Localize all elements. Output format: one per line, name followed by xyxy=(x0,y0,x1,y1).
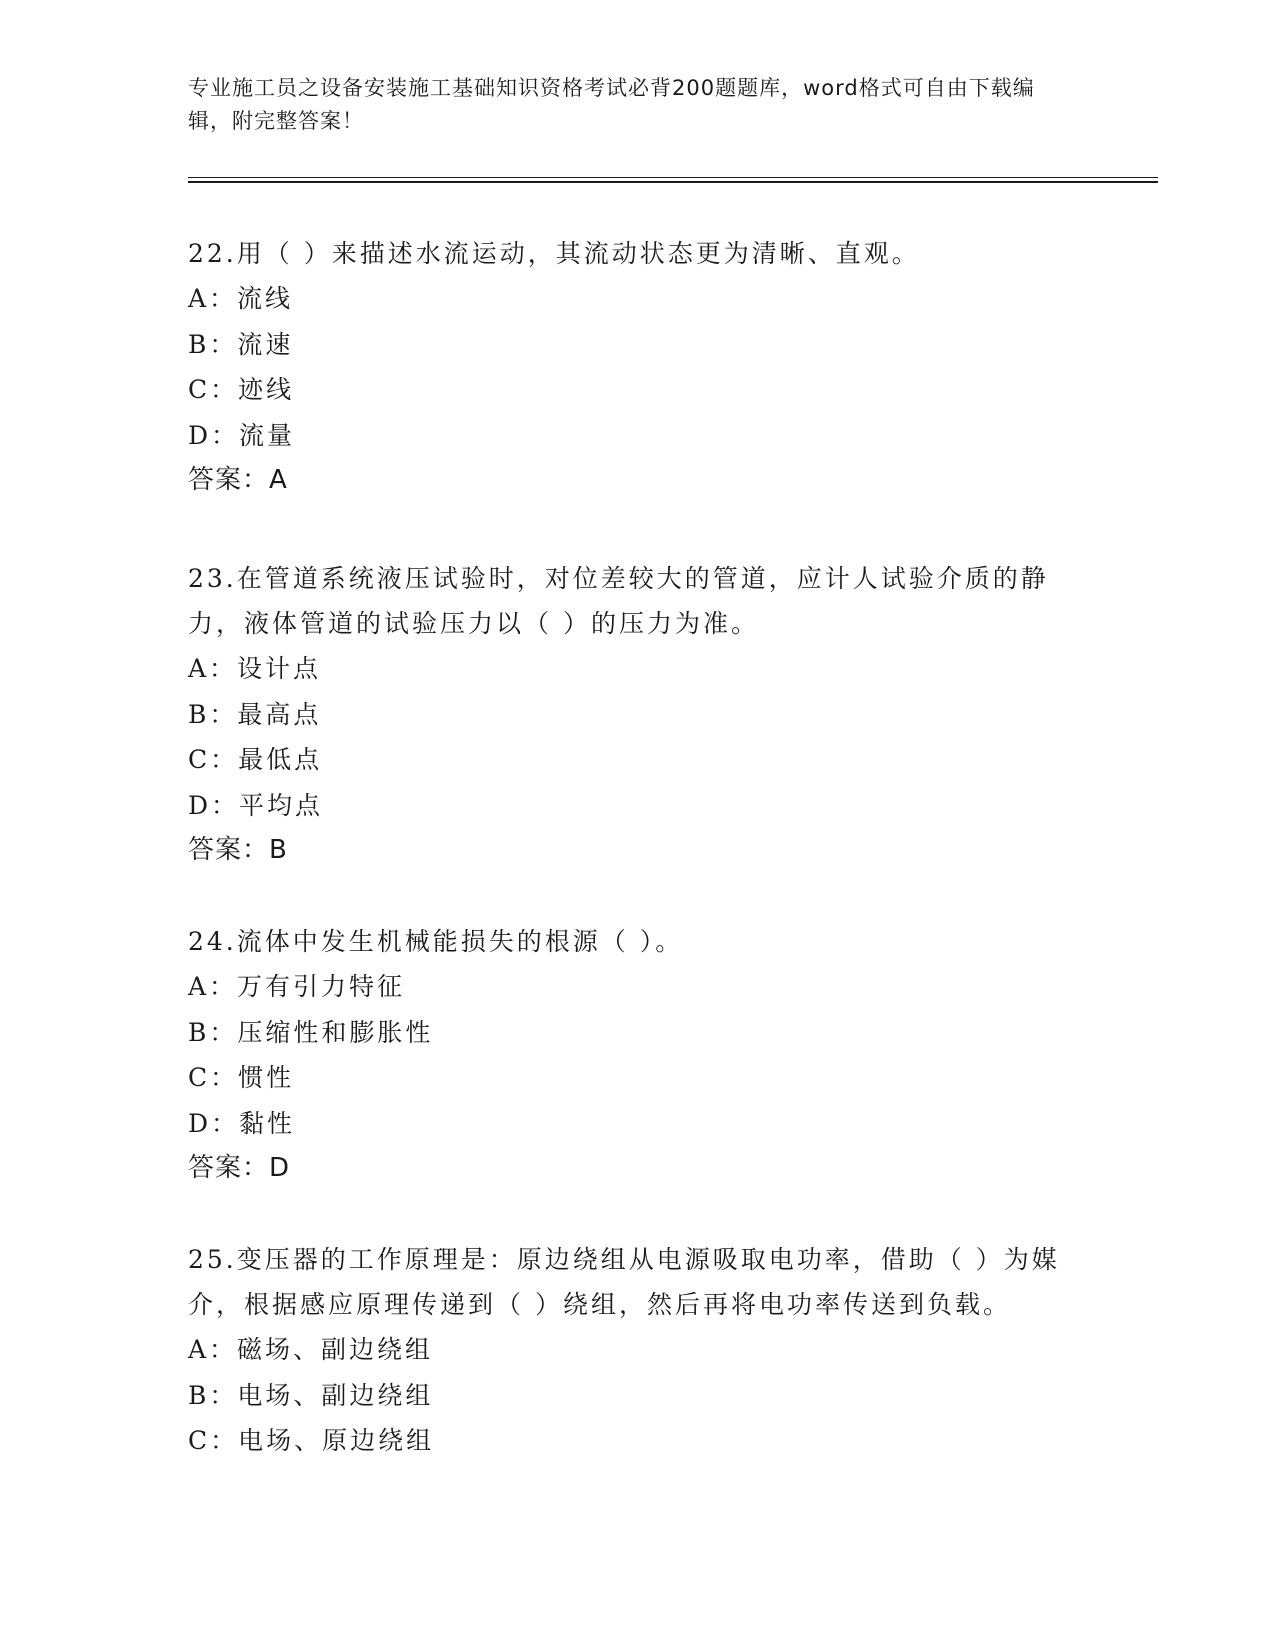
option-c: C：惯性 xyxy=(188,1063,295,1092)
answer-line: 答案：A xyxy=(188,465,288,495)
option-b: B：流速 xyxy=(188,329,294,359)
question-24 xyxy=(188,919,1088,1191)
question-23 xyxy=(188,556,1088,873)
option-c: C：最低点 xyxy=(188,745,323,774)
document-header: 专业施工员之设备安装施工基础知识资格考试必背200题题库，word格式可自由下载编辑，附完整答案！ xyxy=(188,76,1035,133)
question-25 xyxy=(188,1237,1088,1464)
option-c: C：电场、原边绕组 xyxy=(188,1426,435,1455)
option-b: B：电场、副边绕组 xyxy=(188,1380,434,1410)
option-a: A：设计点 xyxy=(188,654,322,683)
option-b: B：最高点 xyxy=(188,699,322,729)
answer-line: 答案：D xyxy=(188,1153,291,1183)
answer-line: 答案：B xyxy=(188,835,288,865)
header-divider-thin xyxy=(188,177,1158,178)
option-b: B：压缩性和膨胀性 xyxy=(188,1017,434,1047)
question-stem: 23.在管道系统液压试验时，对位差较大的管道，应计人试验介质的静力，液体管道的试验压力以（ ）的压力为准。 xyxy=(188,564,1049,638)
question-stem: 24.流体中发生机械能损失的根源（ ）。 xyxy=(188,927,684,956)
option-a: A：磁场、副边绕组 xyxy=(188,1335,434,1364)
question-stem: 22.用（ ）来描述水流运动，其流动状态更为清晰、直观。 xyxy=(188,239,920,268)
header-divider-thick xyxy=(188,181,1158,183)
option-a: A：流线 xyxy=(188,284,294,313)
option-a: A：万有引力特征 xyxy=(188,972,406,1001)
question-stem: 25.变压器的工作原理是：原边绕组从电源吸取电功率，借助（ ）为媒介，根据感应原理传递到（ ）绕组，然后再将电功率传送到负载。 xyxy=(188,1245,1060,1319)
option-c: C：迹线 xyxy=(188,375,295,404)
option-d: D：平均点 xyxy=(188,790,324,820)
option-d: D：黏性 xyxy=(188,1108,296,1138)
question-22 xyxy=(188,231,1088,503)
option-d: D：流量 xyxy=(188,420,296,450)
